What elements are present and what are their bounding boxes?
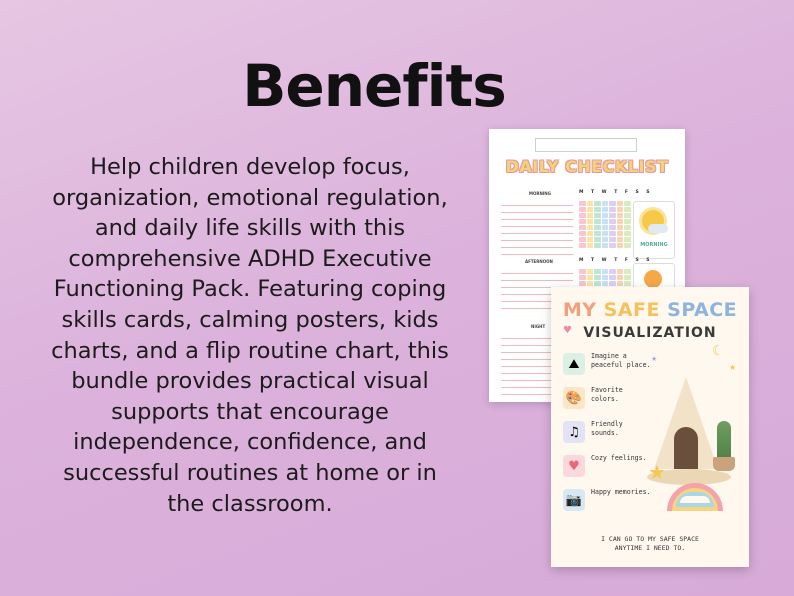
checklist-title: DAILY CHECKLIST — [505, 157, 669, 176]
list-item — [563, 419, 649, 447]
checkbox-cell — [594, 237, 601, 242]
footer-line: I CAN GO TO MY SAFE SPACE — [601, 535, 699, 543]
checkbox-cell — [609, 243, 616, 248]
checkbox-cell — [594, 201, 601, 206]
checkbox-cell — [587, 237, 594, 242]
checkbox-cell — [624, 213, 631, 218]
teepee-door — [674, 427, 698, 469]
poster-title-word: SPACE — [667, 299, 738, 321]
checkbox-cell — [579, 201, 586, 206]
checkbox-cell — [587, 207, 594, 212]
description-line: supports that encourage — [111, 398, 389, 425]
camera-icon: 📷 — [563, 489, 585, 511]
checkbox-cell — [579, 275, 586, 280]
list-item — [563, 385, 649, 413]
poster-title — [551, 299, 749, 321]
section-label-night: NIGHT — [531, 324, 546, 329]
checkbox-cell — [579, 269, 586, 274]
checkbox-cell — [579, 243, 586, 248]
description-line: Help children develop focus, — [90, 154, 410, 180]
item-text: Cozy feelings. — [591, 454, 647, 462]
morning-label: MORNING — [640, 242, 668, 248]
checkbox-cell — [594, 219, 601, 224]
checkbox-cell — [617, 201, 624, 206]
checkbox-cell — [617, 275, 624, 280]
checkbox-cell — [587, 269, 594, 274]
description-line: successful routines at home or in — [63, 459, 437, 486]
checkbox-cell — [609, 213, 616, 218]
description-line: organization, emotional regulation, — [52, 184, 448, 211]
page-title: Benefits — [242, 52, 506, 120]
poster-footer — [551, 535, 749, 553]
section-label-morning: MORNING — [529, 191, 551, 196]
checkbox-cell — [609, 225, 616, 230]
star-character-icon: ★ — [648, 460, 666, 484]
music-note-icon: ♫ — [563, 421, 585, 443]
item-text: Imagine a peaceful place. — [591, 352, 651, 369]
benefits-description — [40, 152, 460, 519]
morning-rows — [501, 199, 573, 255]
checkbox-cell — [594, 243, 601, 248]
section-label-afternoon: AFTERNOON — [525, 259, 553, 264]
checkbox-cell — [594, 225, 601, 230]
list-item — [563, 351, 649, 379]
checkbox-cell — [587, 231, 594, 236]
checkbox-cell — [624, 275, 631, 280]
checkbox-cell — [602, 213, 609, 218]
checkbox-cell — [579, 281, 586, 286]
checkbox-cell — [587, 219, 594, 224]
checkbox-cell — [617, 219, 624, 224]
checkbox-cell — [609, 237, 616, 242]
checkbox-cell — [602, 243, 609, 248]
description-line: and daily life skills with this — [94, 215, 406, 242]
name-box — [535, 138, 637, 152]
checkbox-cell — [624, 243, 631, 248]
checkbox-cell — [617, 231, 624, 236]
checkbox-cell — [602, 231, 609, 236]
morning-grid — [579, 201, 631, 248]
checkbox-cell — [609, 231, 616, 236]
checkbox-cell — [609, 275, 616, 280]
checkbox-cell — [624, 201, 631, 206]
checkbox-cell — [624, 225, 631, 230]
checkbox-cell — [587, 213, 594, 218]
description-line: the classroom. — [167, 490, 333, 517]
checkbox-cell — [609, 281, 616, 286]
item-text: Happy memories. — [591, 488, 651, 496]
checkbox-cell — [594, 269, 601, 274]
checkbox-cell — [624, 207, 631, 212]
description-line: charts, and a flip routine chart, this — [51, 337, 449, 364]
checkbox-cell — [579, 219, 586, 224]
description-line: comprehensive ADHD Executive — [68, 245, 432, 272]
day-letters: M T W T F S S — [579, 258, 653, 263]
checkbox-cell — [617, 281, 624, 286]
moon-icon: ☾ — [712, 343, 725, 359]
checkbox-cell — [587, 225, 594, 230]
checkbox-cell — [617, 243, 624, 248]
checkbox-cell — [602, 225, 609, 230]
footer-line: ANYTIME I NEED TO. — [614, 544, 686, 552]
poster-subtitle: VISUALIZATION — [583, 325, 717, 341]
checkbox-cell — [602, 201, 609, 206]
checkbox-cell — [602, 237, 609, 242]
item-text: Friendly sounds. — [591, 420, 623, 437]
checkbox-cell — [602, 219, 609, 224]
checkbox-cell — [587, 281, 594, 286]
morning-badge — [633, 201, 675, 259]
checkbox-cell — [602, 275, 609, 280]
checkbox-cell — [594, 207, 601, 212]
checkbox-cell — [602, 207, 609, 212]
item-text: Favorite colors. — [591, 386, 623, 403]
checkbox-cell — [624, 219, 631, 224]
poster-title-word: SAFE — [603, 299, 661, 321]
checkbox-cell — [617, 225, 624, 230]
checkbox-cell — [587, 201, 594, 206]
checkbox-cell — [587, 243, 594, 248]
checkbox-cell — [617, 237, 624, 242]
checkbox-cell — [609, 219, 616, 224]
heart-icon: ♥ — [563, 455, 585, 477]
star-icon: ★ — [729, 363, 737, 372]
checkbox-cell — [624, 237, 631, 242]
checkbox-cell — [609, 269, 616, 274]
cloud-icon — [648, 224, 668, 233]
rainbow-icon — [667, 483, 723, 511]
safe-space-poster-preview — [551, 287, 749, 567]
checkbox-cell — [602, 281, 609, 286]
poster-title-word: MY — [562, 299, 597, 321]
checkbox-cell — [617, 207, 624, 212]
checkbox-cell — [609, 207, 616, 212]
checkbox-cell — [617, 269, 624, 274]
description-line: Functioning Pack. Featuring coping — [53, 276, 447, 303]
list-item — [563, 453, 649, 481]
checkbox-cell — [579, 237, 586, 242]
checkbox-cell — [594, 213, 601, 218]
day-letters: M T W T F S S — [579, 190, 653, 195]
description-line: independence, confidence, and — [73, 429, 427, 456]
heart-icon: ♥ — [563, 325, 572, 336]
checkbox-cell — [594, 231, 601, 236]
checkbox-cell — [594, 281, 601, 286]
checkbox-cell — [617, 213, 624, 218]
checkbox-cell — [579, 225, 586, 230]
checkbox-cell — [579, 213, 586, 218]
checkbox-cell — [624, 281, 631, 286]
list-item — [563, 487, 649, 515]
description-line: bundle provides practical visual — [71, 368, 429, 395]
mountain-icon: ⛰ — [563, 353, 585, 375]
star-icon: ★ — [651, 355, 658, 363]
checkbox-cell — [587, 275, 594, 280]
checkbox-cell — [602, 269, 609, 274]
checkbox-cell — [594, 275, 601, 280]
plant-pot — [713, 457, 735, 471]
checkbox-cell — [624, 269, 631, 274]
sun-icon — [644, 270, 662, 288]
checkbox-cell — [579, 231, 586, 236]
description-line: skills cards, calming posters, kids — [61, 306, 439, 333]
checkbox-cell — [609, 201, 616, 206]
palette-icon: 🎨 — [563, 387, 585, 409]
checkbox-cell — [579, 207, 586, 212]
checkbox-cell — [624, 231, 631, 236]
